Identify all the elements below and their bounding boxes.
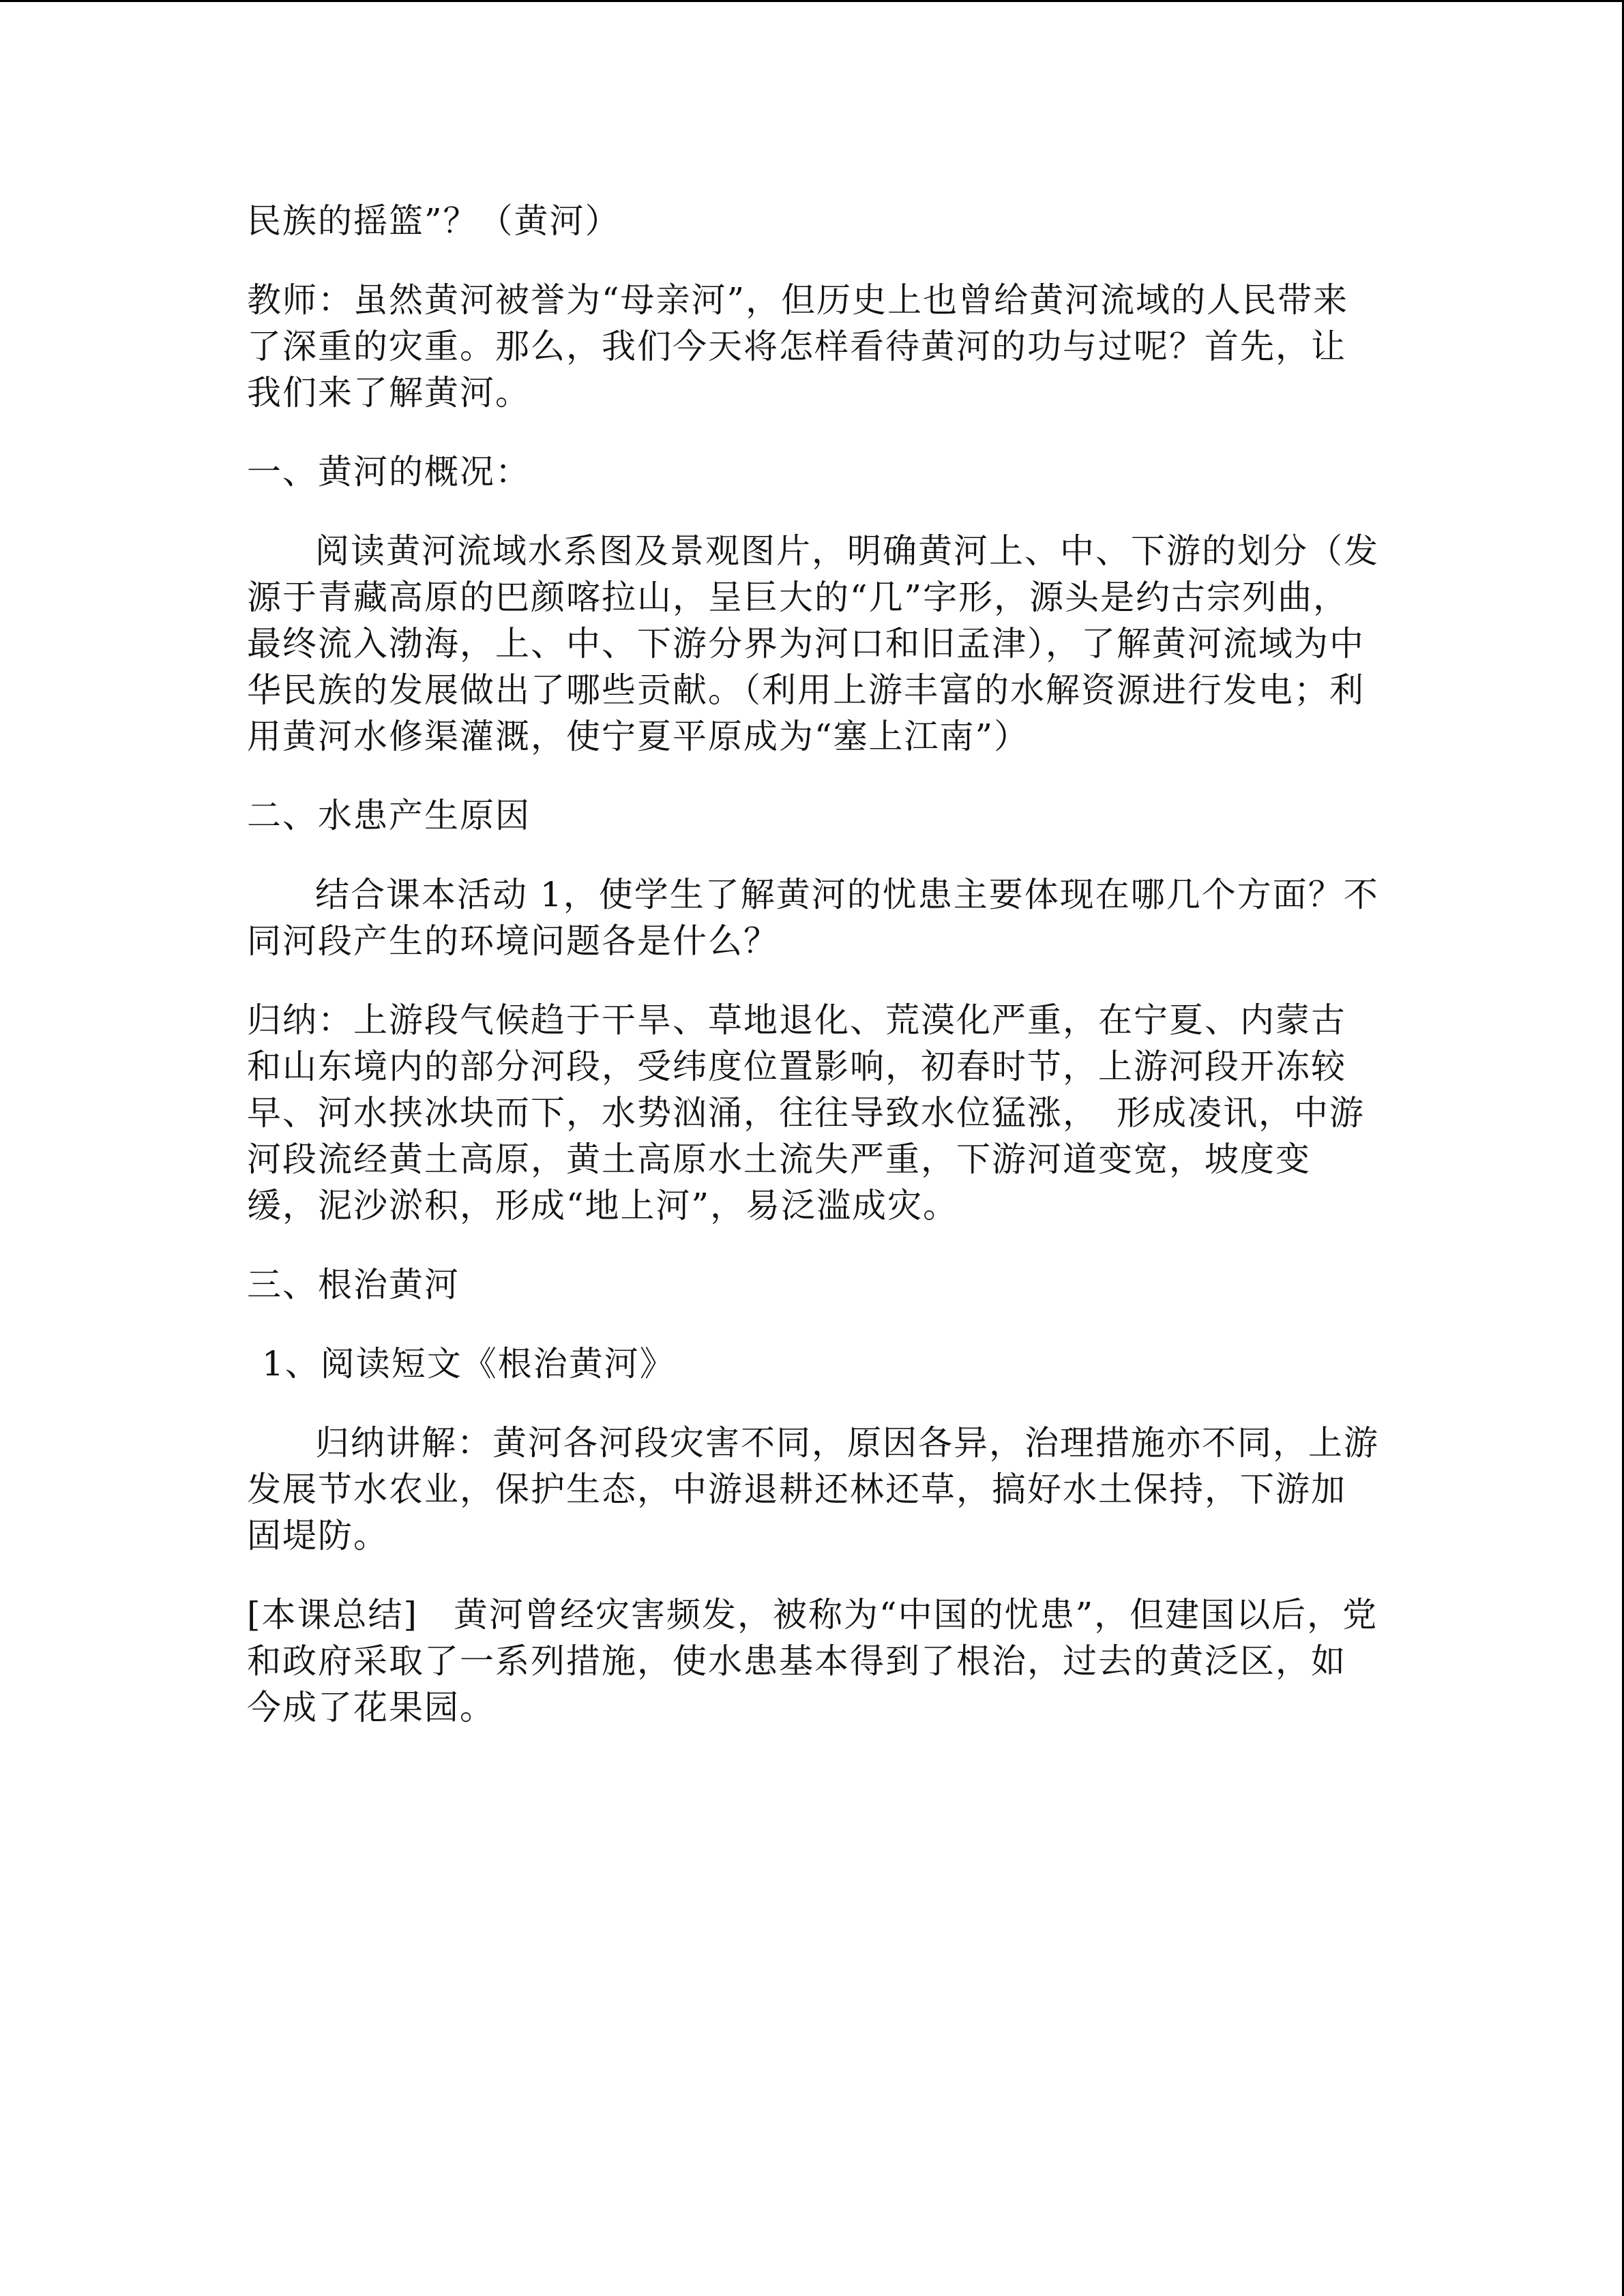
paragraph-teacher-intro: 教师：虽然黄河被誉为“母亲河”，但历史上也曾给黄河流域的人民带来了深重的灾重。那么，我们今天将怎样看待黄河的功与过呢？首先，让我们来了解黄河。 — [247, 280, 1349, 413]
section-heading-causes: 二、水患产生原因 — [247, 796, 531, 835]
paragraph-explanation: 归纳讲解：黄河各河段灾害不同，原因各异，治理措施亦不同，上游发展节水农业，保护生态，中游退耕还林还草，搞好水土保持，下游加固堤防。 — [247, 1423, 1379, 1555]
paragraph-activity: 结合课本活动 1，使学生了解黄河的忧患主要体现在哪几个方面？不同河段产生的环境问题各是什么？ — [247, 875, 1379, 961]
paragraph-continuation: 民族的摇篮”？（黄河） — [247, 201, 621, 241]
paragraph-summary-causes: 归纳：上游段气候趋于干旱、草地退化、荒漠化严重，在宁夏、内蒙古和山东境内的部分河段，受纬度位置影响，初春时节，上游河段开冻较早、河水挟冰块而下，水势汹涌，往往导致水位猛涨， 形成凌讯，中游河段流经黄土高原，黄土高原水土流失严重，下游河道变宽，坡度变缓，泥沙淤积，形成“地上河”，易泛滥成灾。 — [247, 1000, 1365, 1225]
section-heading-overview: 一、黄河的概况： — [247, 452, 531, 492]
paragraph-lesson-summary: [本课总结] 黄河曾经灾害频发，被称为“中国的忧患”，但建国以后，党和政府采取了一系列措施，使水患基本得到了根治，过去的黄泛区，如今成了花果园。 — [247, 1595, 1378, 1727]
subitem-reading: 1、阅读短文《根治黄河》 — [262, 1344, 675, 1384]
section-heading-governance: 三、根治黄河 — [247, 1265, 460, 1304]
page-border-top — [0, 0, 1624, 2]
document-body — [247, 198, 1379, 1731]
paragraph-overview: 阅读黄河流域水系图及景观图片，明确黄河上、中、下游的划分（发源于青藏高原的巴颜喀拉山，呈巨大的“几”字形，源头是约古宗列曲，最终流入渤海，上、中、下游分界为河口和旧孟津），了解黄河流域为中华民族的发展做出了哪些贡献。（利用上游丰富的水解资源进行发电；利用黄河水修渠灌溉，使宁夏平原成为“塞上江南”） — [247, 531, 1379, 756]
